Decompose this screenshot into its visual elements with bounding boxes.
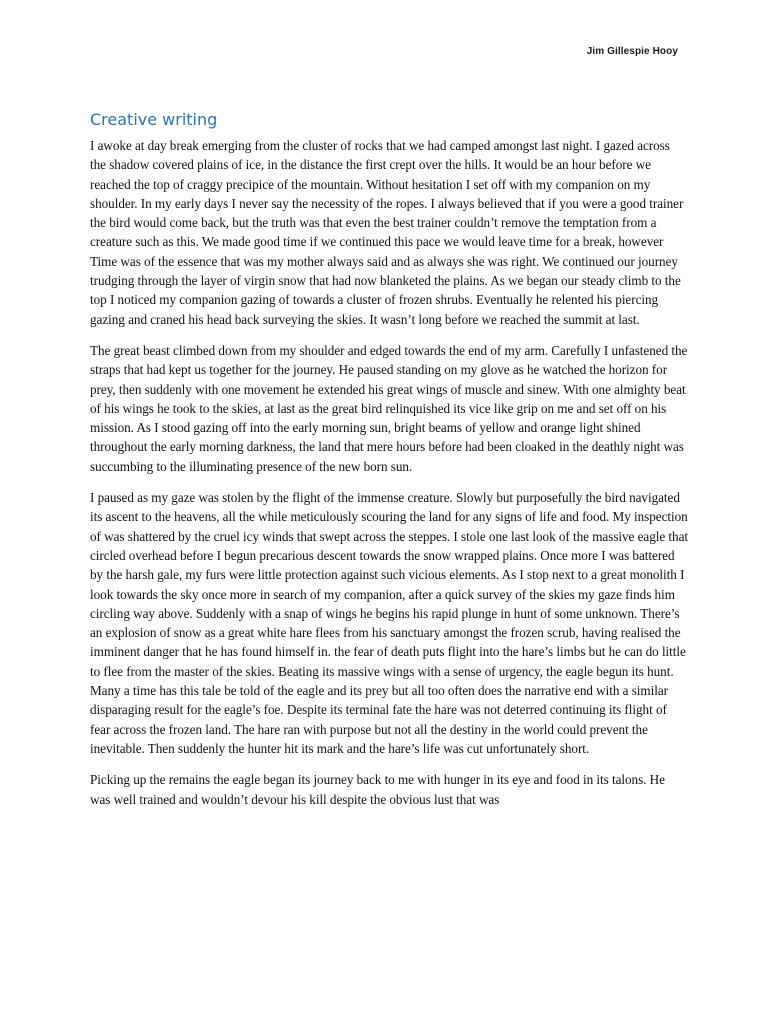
paragraph-2: The great beast climbed down from my shoulder and edged towards the end of my arm. Carefully I unfastened the straps that had kept us together for the journey. He paused standing on my glove as he watched the horizon for prey, then suddenly with one movement he extended his great wings of muscle and sinew. With one almighty beat of his wings he took to the skies, at last as the great bird relinquished its vice like grip on me and set off on his mission. As I stood gazing off into the early morning sun, bright beams of yellow and orange light shined throughout the early morning darkness, the land that mere hours before had been cloaked in the deathly night was succumbing to the illuminating presence of the new born sun. [90, 342, 688, 474]
paragraph-1: I awoke at day break emerging from the cluster of rocks that we had camped amongst last night. I gazed across the shadow covered plains of ice, in the distance the first crept over the hills. It would be an hour before we reached the top of craggy precipice of the mountain. Without hesitation I set off with my companion on my shoulder. In my early days I never say the necessity of the ropes. I always believed that if you were a good trainer the bird would come back, but the truth was that even the best trainer couldn’t remove the temptation from a creature such as this. We made good time if we continued this pace we would leave time for a break, however Time was of the essence that was my mother always said and as always she was right. We continued our journey trudging through the layer of virgin snow that had now blanketed the plains. As we began our steady climb to the top I noticed my companion gazing of towards a cluster of frozen shrubs. Eventually he relented his piercing gazing and craned his head back surveying the skies. It wasn’t long before we reached the summit at last. [90, 138, 684, 327]
paragraph-4: Picking up the remains the eagle began its journey back to me with hunger in its eye and food in its talons. He was well trained and wouldn’t devour his kill despite the obvious lust that was [90, 772, 665, 807]
document-title: Creative writing [90, 110, 218, 129]
paragraph-3: I paused as my gaze was stolen by the flight of the immense creature. Slowly but purposefully the bird navigated its ascent to the heavens, all the while meticulously scouring the land for any signs of life and food. My inspection of was shattered by the cruel icy winds that swept across the steppes. I stole one last look of the massive eagle that circled overhead before I begun precarious descent towards the snow wrapped plains. Once more I was battered by the harsh gale, my furs were little protection against such vicious elements. As I stop next to a great monolith I look towards the sky once more in search of my companion, after a quick survey of the skies my gaze finds him circling way above. Suddenly with a snap of wings he begins his rapid plunge in hunt of some unknown. There’s an explosion of snow as a great white hare flees from his sanctuary amongst the frozen scrub, having realised the imminent danger that he has found himself in. the fear of death puts flight into the hare’s limbs but he can do little to flee from the master of the skies. Beating its massive wings with a sense of urgency, the eagle begun its hunt. Many a time has this tale be told of the eagle and its prey but all too often does the narrative end with a similar disparaging result for the eagle’s foe. Despite its terminal fate the hare was not deterred continuing its flight of fear across the frozen land. The hare ran with purpose but not all the destiny in the world could prevent the inevitable. Then suddenly the hunter hit its mark and the hare’s life was cut unfortunately short. [90, 490, 688, 756]
document-body [90, 136, 688, 821]
author-name: Jim Gillespie Hooy [586, 46, 678, 57]
